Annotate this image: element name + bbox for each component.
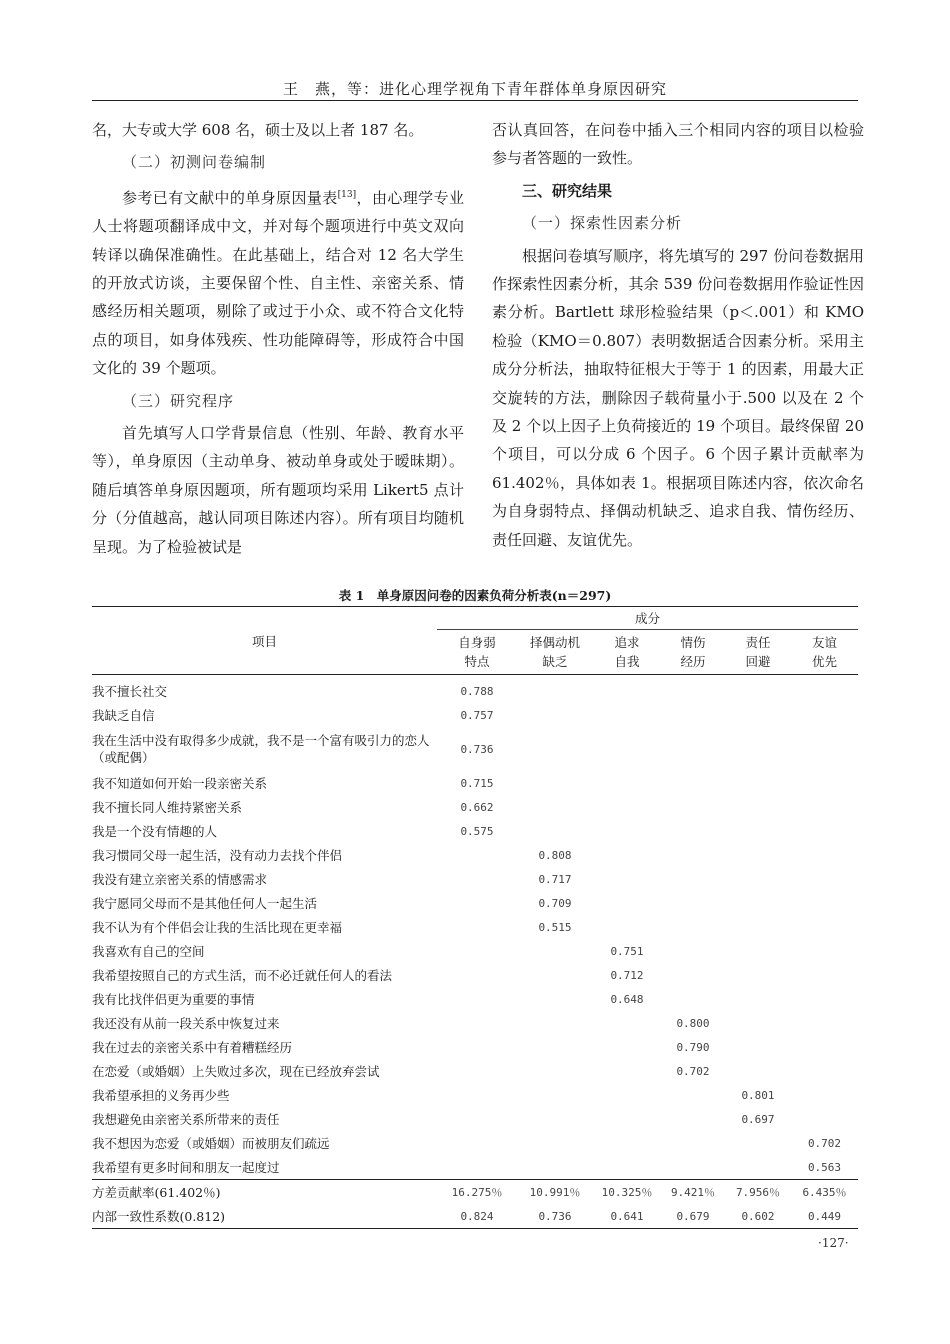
item-cell: 我希望按照自己的方式生活，而不必迁就任何人的看法 xyxy=(92,967,393,983)
item-cell: 我是一个没有情趣的人 xyxy=(92,823,218,839)
loading-cell xyxy=(593,1083,661,1107)
table-row xyxy=(92,1035,858,1059)
item-cell: 我不擅长社交 xyxy=(92,683,168,699)
loading-cell xyxy=(661,1131,725,1155)
loading-cell xyxy=(661,727,725,771)
loading-cell xyxy=(517,1155,593,1180)
loading-cell xyxy=(517,963,593,987)
item-cell: 我有比找伴侣更为重要的事情 xyxy=(92,991,255,1007)
loading-cell xyxy=(725,1035,791,1059)
summary-value: 0.736 xyxy=(517,1204,593,1229)
summary-label: 方差贡献率(61.402％) xyxy=(92,1180,437,1205)
loading-cell xyxy=(791,795,858,819)
table-row xyxy=(92,727,858,771)
summary-value: 10.325％ xyxy=(593,1180,661,1205)
factor-header-line: 特点 xyxy=(464,654,490,669)
loading-cell xyxy=(517,1131,593,1155)
paragraph: 首先填写人口学背景信息（性别、年龄、教育水平等），单身原因（主动单身、被动单身或处于暧昧期）。随后填答单身原因题项，所有题项均采用 Likert5 点计分（分值越高，越认同项目陈述内容）。所有项目均随机呈现。为了检验被试是 xyxy=(92,424,464,556)
loading-cell: 0.715 xyxy=(460,776,494,790)
paragraph-text: ，由心理学专业人士将题项翻译成中文，并对每个题项进行中英文双向转译以确保准确性。在此基础上，结合对 12 名大学生的开放式访谈，主要保留个性、自主性、亲密关系、情感经历相关题项，剔除了或过于小众、或不符合文化特点的项目，如身体残疾、性功能障碍等，形成符合中国文化的 39 个题项。 xyxy=(92,188,464,378)
loading-cell xyxy=(517,1011,593,1035)
loading-cell xyxy=(725,939,791,963)
loading-cell xyxy=(437,891,517,915)
loading-cell xyxy=(725,1011,791,1035)
loading-cell xyxy=(725,867,791,891)
table-row xyxy=(92,1131,858,1155)
loading-cell: 0.712 xyxy=(610,968,644,982)
loading-cell xyxy=(517,795,593,819)
item-cell: 我不擅长同人维持紧密关系 xyxy=(92,799,243,815)
item-cell: 我喜欢有自己的空间 xyxy=(92,943,205,959)
loading-cell xyxy=(725,1155,791,1180)
item-cell: 我宁愿同父母而不是其他任何人一起生活 xyxy=(92,895,318,911)
loading-cell xyxy=(725,675,791,704)
table-row xyxy=(92,1107,858,1131)
table-row xyxy=(92,867,858,891)
loading-cell xyxy=(661,1155,725,1180)
factor-header-line: 优先 xyxy=(811,654,837,669)
loading-cell xyxy=(791,727,858,771)
loading-cell xyxy=(725,703,791,727)
loading-cell xyxy=(593,1011,661,1035)
factor-header xyxy=(437,630,517,675)
loading-cell xyxy=(725,843,791,867)
loading-cell: 0.790 xyxy=(676,1040,710,1054)
loading-cell xyxy=(661,867,725,891)
loading-cell xyxy=(593,867,661,891)
loading-cell xyxy=(437,1107,517,1131)
item-cell: 我在生活中没有取得多少成就，我不是一个富有吸引力的恋人（或配偶） xyxy=(92,733,430,765)
table-row xyxy=(92,939,858,963)
paragraph-text: 参考已有文献中的单身原因量表 xyxy=(122,188,338,207)
factor-header-line: 经历 xyxy=(680,654,706,669)
loading-cell xyxy=(593,891,661,915)
loading-cell xyxy=(791,703,858,727)
loading-cell: 0.648 xyxy=(610,992,644,1006)
table-row xyxy=(92,795,858,819)
loading-cell xyxy=(661,795,725,819)
loading-cell xyxy=(437,1155,517,1180)
item-cell: 我习惯同父母一起生活，没有动力去找个伴侣 xyxy=(92,847,343,863)
loading-cell: 0.662 xyxy=(460,800,494,814)
loading-cell xyxy=(725,771,791,795)
summary-value: 0.602 xyxy=(725,1204,791,1229)
header-rule xyxy=(92,100,858,101)
loading-cell xyxy=(517,939,593,963)
table-row xyxy=(92,1059,858,1083)
loading-cell xyxy=(661,915,725,939)
loading-cell xyxy=(791,987,858,1011)
loading-cell xyxy=(437,867,517,891)
loading-cell xyxy=(791,1011,858,1035)
loading-cell: 0.751 xyxy=(610,944,644,958)
item-header: 项目 xyxy=(92,607,437,675)
factor-header-line: 追求 xyxy=(614,635,640,650)
item-cell: 我希望承担的义务再少些 xyxy=(92,1087,230,1103)
left-column xyxy=(92,116,464,561)
table-row xyxy=(92,963,858,987)
item-cell: 我不想因为恋爱（或婚姻）而被朋友们疏远 xyxy=(92,1135,330,1151)
loading-cell xyxy=(791,771,858,795)
loading-cell xyxy=(517,1107,593,1131)
loading-cell xyxy=(437,915,517,939)
loading-cell xyxy=(661,963,725,987)
item-cell: 我不认为有个伴侣会让我的生活比现在更幸福 xyxy=(92,919,343,935)
factor-header-line: 缺乏 xyxy=(542,654,568,669)
loading-cell xyxy=(725,987,791,1011)
factor-header-line: 自身弱 xyxy=(458,635,496,650)
table-row xyxy=(92,1083,858,1107)
table-row xyxy=(92,843,858,867)
loading-cell xyxy=(791,843,858,867)
loading-cell: 0.801 xyxy=(741,1088,775,1102)
loading-cell xyxy=(661,891,725,915)
loading-cell: 0.757 xyxy=(460,708,494,722)
factor-header xyxy=(517,630,593,675)
table-row xyxy=(92,819,858,843)
loading-cell xyxy=(791,939,858,963)
loading-cell: 0.800 xyxy=(676,1016,710,1030)
loading-cell xyxy=(517,1059,593,1083)
factor-loading-table xyxy=(92,606,858,1229)
loading-cell xyxy=(593,675,661,704)
factor-header xyxy=(791,630,858,675)
loading-cell xyxy=(437,1083,517,1107)
factor-header-line: 择偶动机 xyxy=(529,635,580,650)
summary-value: 10.991％ xyxy=(517,1180,593,1205)
summary-value: 6.435％ xyxy=(791,1180,858,1205)
item-cell: 我希望有更多时间和朋友一起度过 xyxy=(92,1159,280,1175)
loading-cell xyxy=(437,963,517,987)
loading-cell xyxy=(725,915,791,939)
loading-cell xyxy=(725,891,791,915)
section-heading: 三、研究结果 xyxy=(522,181,613,200)
table-row xyxy=(92,675,858,704)
loading-cell xyxy=(791,1035,858,1059)
summary-value: 0.824 xyxy=(437,1204,517,1229)
loading-cell xyxy=(517,819,593,843)
loading-cell xyxy=(593,771,661,795)
item-cell: 我缺乏自信 xyxy=(92,707,155,723)
loading-cell xyxy=(593,1131,661,1155)
loading-cell xyxy=(661,939,725,963)
table-row xyxy=(92,703,858,727)
loading-cell xyxy=(791,675,858,704)
paragraph: 名，大专或大学 608 名，硕士及以上者 187 名。 xyxy=(92,121,424,139)
factor-header xyxy=(593,630,661,675)
summary-value: 0.679 xyxy=(661,1204,725,1229)
loading-cell xyxy=(725,1059,791,1083)
loading-cell xyxy=(437,987,517,1011)
summary-value: 16.275％ xyxy=(437,1180,517,1205)
factor-header-line: 友谊 xyxy=(811,635,837,650)
loading-cell xyxy=(593,727,661,771)
loading-cell xyxy=(791,1059,858,1083)
loading-cell xyxy=(593,819,661,843)
factor-header-line: 情伤 xyxy=(680,635,706,650)
loading-cell: 0.697 xyxy=(741,1112,775,1126)
page-number: ·127· xyxy=(818,1236,849,1250)
item-cell: 我想避免由亲密关系所带来的责任 xyxy=(92,1111,280,1127)
subsection-heading: （三）研究程序 xyxy=(122,391,235,410)
summary-value: 9.421％ xyxy=(661,1180,725,1205)
loading-cell xyxy=(661,771,725,795)
summary-row xyxy=(92,1180,858,1205)
subsection-heading: （二）初测问卷编制 xyxy=(122,153,267,172)
loading-cell: 0.702 xyxy=(676,1064,710,1078)
loading-cell xyxy=(725,727,791,771)
summary-label: 内部一致性系数(0.812) xyxy=(92,1204,437,1229)
loading-cell: 0.709 xyxy=(538,896,572,910)
loading-cell xyxy=(725,1131,791,1155)
item-cell: 在恋爱（或婚姻）上失败过多次，现在已经放弃尝试 xyxy=(92,1063,380,1079)
summary-value: 7.956％ xyxy=(725,1180,791,1205)
loading-cell xyxy=(661,987,725,1011)
loading-cell xyxy=(791,891,858,915)
summary-value: 0.449 xyxy=(791,1204,858,1229)
loading-cell xyxy=(437,1059,517,1083)
subsection-heading: （一）探索性因素分析 xyxy=(522,214,683,233)
loading-cell xyxy=(593,795,661,819)
factor-header-line: 自我 xyxy=(614,654,640,669)
loading-cell xyxy=(593,1155,661,1180)
item-cell: 我没有建立亲密关系的情感需求 xyxy=(92,871,268,887)
right-column xyxy=(492,116,864,554)
loading-cell xyxy=(791,819,858,843)
running-title: 王 燕，等：进化心理学视角下青年群体单身原因研究 xyxy=(282,80,667,98)
summary-value: 0.641 xyxy=(593,1204,661,1229)
loading-cell xyxy=(791,963,858,987)
table-caption: 表 1 单身原因问卷的因素负荷分析表(n＝297) xyxy=(338,588,612,603)
loading-cell xyxy=(791,1083,858,1107)
loading-cell xyxy=(661,819,725,843)
paragraph: 根据问卷填写顺序，将先填写的 297 份问卷数据用作探索性因素分析，其余 539 份问卷数据用作验证性因素分析。Bartlett 球形检验结果（p＜.001）和 KMO 检验（KMO＝0.807）表明数据适合因素分析。采用主成分分析法，抽取特征根大于等于 1 的因素，用最大正交旋转的方法，删除因子载荷量小于.500 以及在 2 个及 2 个以上因子上负荷接近的 19 个项目。最终保留 20 个项目，可以分成 6 个因子。6 个因子累计贡献率为 61.402％，具体如表 1。根据项目陈述内容，依次命名为自身弱特点、择偶动机缺乏、追求自我、情伤经历、责任回避、友谊优先。 xyxy=(492,246,864,549)
loading-cell xyxy=(661,703,725,727)
loading-cell xyxy=(593,703,661,727)
factor-header-line: 责任 xyxy=(745,635,771,650)
loading-cell xyxy=(437,1035,517,1059)
table-row xyxy=(92,771,858,795)
loading-cell xyxy=(437,1011,517,1035)
loading-cell xyxy=(725,795,791,819)
loading-cell xyxy=(517,727,593,771)
loading-cell xyxy=(661,675,725,704)
loading-cell xyxy=(437,939,517,963)
loading-cell xyxy=(725,963,791,987)
loading-cell xyxy=(517,675,593,704)
loading-cell xyxy=(437,1131,517,1155)
loading-cell: 0.717 xyxy=(538,872,572,886)
table-row xyxy=(92,891,858,915)
loading-cell: 0.788 xyxy=(460,684,494,698)
loading-cell xyxy=(725,819,791,843)
loading-cell xyxy=(593,915,661,939)
factor-header xyxy=(661,630,725,675)
loading-cell xyxy=(661,1083,725,1107)
loading-cell xyxy=(517,771,593,795)
loading-cell xyxy=(791,915,858,939)
component-header: 成分 xyxy=(437,607,858,630)
loading-cell xyxy=(661,1107,725,1131)
item-cell: 我不知道如何开始一段亲密关系 xyxy=(92,775,268,791)
loading-cell: 0.515 xyxy=(538,920,572,934)
item-cell: 我在过去的亲密关系中有着糟糕经历 xyxy=(92,1039,293,1055)
citation-ref: [13] xyxy=(337,189,357,200)
table-row xyxy=(92,1155,858,1180)
loading-cell: 0.736 xyxy=(460,742,494,756)
loading-cell: 0.563 xyxy=(807,1160,842,1174)
paragraph: 否认真回答，在问卷中插入三个相同内容的项目以检验参与者答题的一致性。 xyxy=(492,121,864,168)
loading-cell xyxy=(661,843,725,867)
loading-cell xyxy=(517,1035,593,1059)
loading-cell xyxy=(791,867,858,891)
loading-cell: 0.702 xyxy=(807,1136,842,1150)
loading-cell: 0.808 xyxy=(538,848,572,862)
loading-cell xyxy=(593,1035,661,1059)
loading-cell xyxy=(593,843,661,867)
table-row xyxy=(92,987,858,1011)
table-row xyxy=(92,1011,858,1035)
factor-header xyxy=(725,630,791,675)
loading-cell xyxy=(593,1059,661,1083)
loading-cell xyxy=(593,1107,661,1131)
loading-cell xyxy=(517,987,593,1011)
loading-cell xyxy=(791,1107,858,1131)
paragraph xyxy=(92,181,464,383)
item-cell: 我还没有从前一段关系中恢复过来 xyxy=(92,1015,280,1031)
loading-cell xyxy=(517,703,593,727)
loading-cell xyxy=(517,1083,593,1107)
table-row xyxy=(92,915,858,939)
loading-cell: 0.575 xyxy=(460,824,494,838)
summary-row xyxy=(92,1204,858,1229)
factor-header-line: 回避 xyxy=(745,654,771,669)
loading-cell xyxy=(437,843,517,867)
